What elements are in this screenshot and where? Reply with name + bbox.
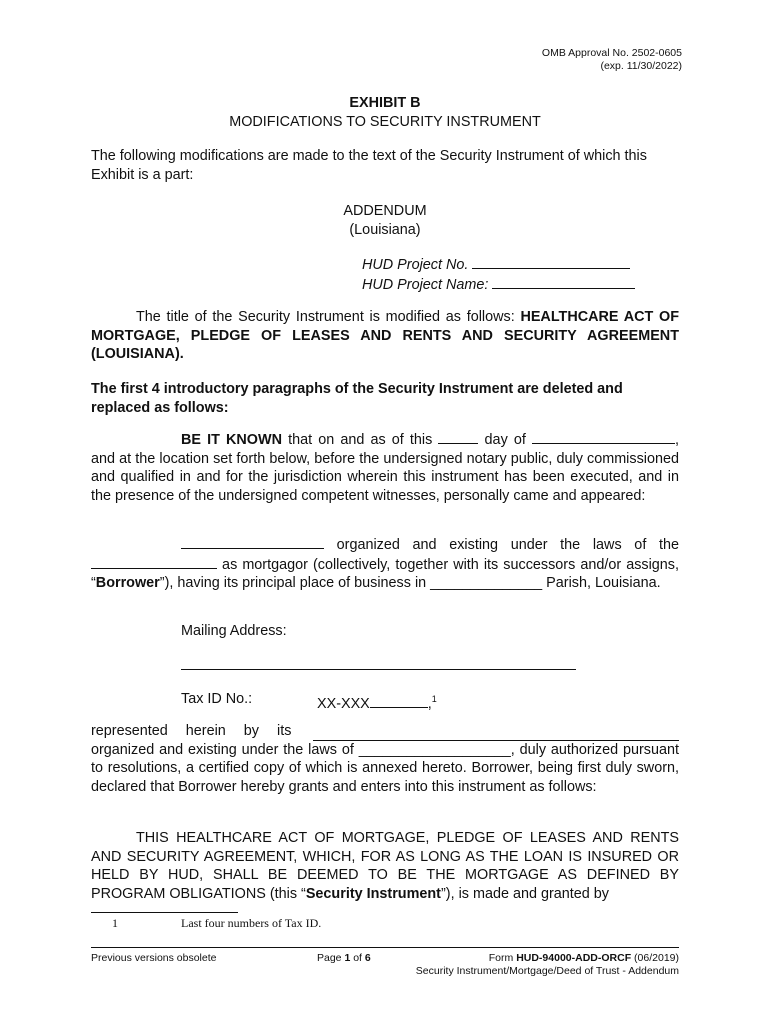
- footer-page-number: [317, 952, 371, 965]
- addendum-label: ADDENDUM: [343, 203, 427, 219]
- form-id-line: [416, 952, 679, 965]
- page-prefix: Page: [317, 952, 345, 964]
- title-modification-paragraph: [91, 308, 679, 364]
- representative-blank[interactable]: [313, 726, 679, 741]
- hud-project-name-label: HUD Project Name:: [362, 276, 489, 293]
- page-of: of: [350, 952, 365, 964]
- borrower-term: Borrower: [95, 575, 160, 591]
- represented-text-2: organized and existing under the laws of ___________________, duly authorized pursuant to resolutions, a certified copy of which is annexed hereto. Borrower, being first duly sworn, declared that Borrower hereby grants and enters into this instrument as follows:: [91, 741, 679, 795]
- omb-approval-number: OMB Approval No. 2502-0605: [541, 47, 682, 59]
- addendum-heading: [91, 202, 679, 239]
- healthcare-act-paragraph: [91, 829, 679, 903]
- tax-id-comma: ,: [427, 695, 432, 712]
- hud-project-no-label: HUD Project No.: [362, 257, 469, 273]
- exhibit-subtitle: MODIFICATIONS TO SECURITY INSTRUMENT: [229, 113, 541, 130]
- security-instrument-term: Security Instrument: [305, 885, 441, 902]
- healthcare-text-1: THIS HEALTHCARE ACT OF MORTGAGE, PLEDGE OF LEASES AND RENTS AND SECURITY AGREEMENT, WHICH, FOR AS LONG AS THE LOAN IS INSURED OR HELD BY HUD, SHALL BE DEEMED TO BE THE MORTGAGE AS DEFINED BY PROGRAM OBLIGATIONS (this “: [91, 830, 679, 902]
- be-it-known-text-1: that on and as of this: [281, 432, 439, 448]
- footer-form-info: [416, 952, 679, 978]
- represented-line: [91, 722, 679, 741]
- healthcare-text-2: ”), is made and granted by: [440, 885, 609, 902]
- footer-obsolete-note: Previous versions obsolete: [91, 952, 217, 964]
- hud-project-fields: [362, 255, 635, 294]
- month-blank[interactable]: [532, 430, 675, 444]
- paragraphs-replaced-heading: The first 4 introductory paragraphs of the Security Instrument are deleted and replaced as follows:: [91, 381, 623, 416]
- footer-rule: [91, 947, 679, 948]
- page-current: 1: [344, 952, 351, 964]
- exhibit-title-block: [91, 94, 679, 131]
- form-prefix: Form: [488, 952, 517, 964]
- page-total: 6: [364, 952, 371, 964]
- intro-paragraph: The following modifications are made to the text of the Security Instrument of which this Exhibit is a part:: [91, 148, 647, 183]
- represented-text-1: represented herein by its: [91, 723, 292, 739]
- title-mod-bold: HEALTHCARE ACT OF MORTGAGE, PLEDGE OF LEASES AND RENTS AND SECURITY AGREEMENT (LOUISIANA).: [91, 309, 679, 362]
- omb-header: [542, 47, 682, 73]
- footnote-reference: 1: [431, 694, 437, 704]
- be-it-known-text-3: ,: [675, 432, 679, 448]
- organized-text-1: organized and existing under the laws of the: [324, 537, 679, 553]
- be-it-known-bold: BE IT KNOWN: [181, 432, 282, 448]
- tax-id-value: [317, 690, 437, 713]
- footnote-text: Last four numbers of Tax ID.: [181, 916, 322, 930]
- omb-expiration: (exp. 11/30/2022): [600, 60, 682, 72]
- be-it-known-text-2: day of: [478, 432, 532, 448]
- hud-project-no-blank[interactable]: [472, 255, 630, 269]
- day-blank[interactable]: [438, 430, 478, 444]
- addendum-state: (Louisiana): [349, 221, 421, 238]
- form-subtitle: Security Instrument/Mortgage/Deed of Trust - Addendum: [415, 965, 679, 977]
- hud-project-no-row: [362, 255, 635, 275]
- hud-project-name-blank[interactable]: [492, 275, 635, 289]
- form-date: (06/2019): [631, 952, 679, 964]
- be-it-known-paragraph: [91, 430, 679, 505]
- represented-paragraph: [91, 722, 679, 796]
- footnote-number: 1: [112, 916, 118, 930]
- organized-text-3: ”), having its principal place of business in ______________ Parish, Louisiana.: [159, 575, 661, 591]
- tax-id-prefix: XX-XXX: [317, 695, 370, 712]
- state-blank[interactable]: [91, 555, 217, 569]
- mailing-address-label: Mailing Address:: [181, 623, 287, 639]
- tax-id-blank[interactable]: [370, 694, 428, 708]
- tax-id-label: Tax ID No.:: [181, 691, 253, 707]
- organized-paragraph: [91, 535, 679, 593]
- borrower-name-blank[interactable]: [181, 535, 324, 549]
- be-it-known-rest: and at the location set forth below, before the undersigned notary public, duly commissioned and qualified in and for the jurisdiction wherein this instrument has been executed, and in the presence of the undersigned competent witnesses, personally came and appeared:: [91, 450, 679, 504]
- exhibit-title: EXHIBIT B: [349, 95, 421, 111]
- title-mod-lead: The title of the Security Instrument is modified as follows:: [136, 309, 521, 325]
- hud-project-name-row: [362, 275, 635, 295]
- form-code: HUD-94000-ADD-ORCF: [516, 952, 632, 964]
- organized-text-2: as mortgagor (collectively, together with its successors and/or assigns, “: [91, 556, 679, 591]
- mailing-address-line[interactable]: [181, 669, 576, 670]
- footnote-separator: [91, 912, 238, 913]
